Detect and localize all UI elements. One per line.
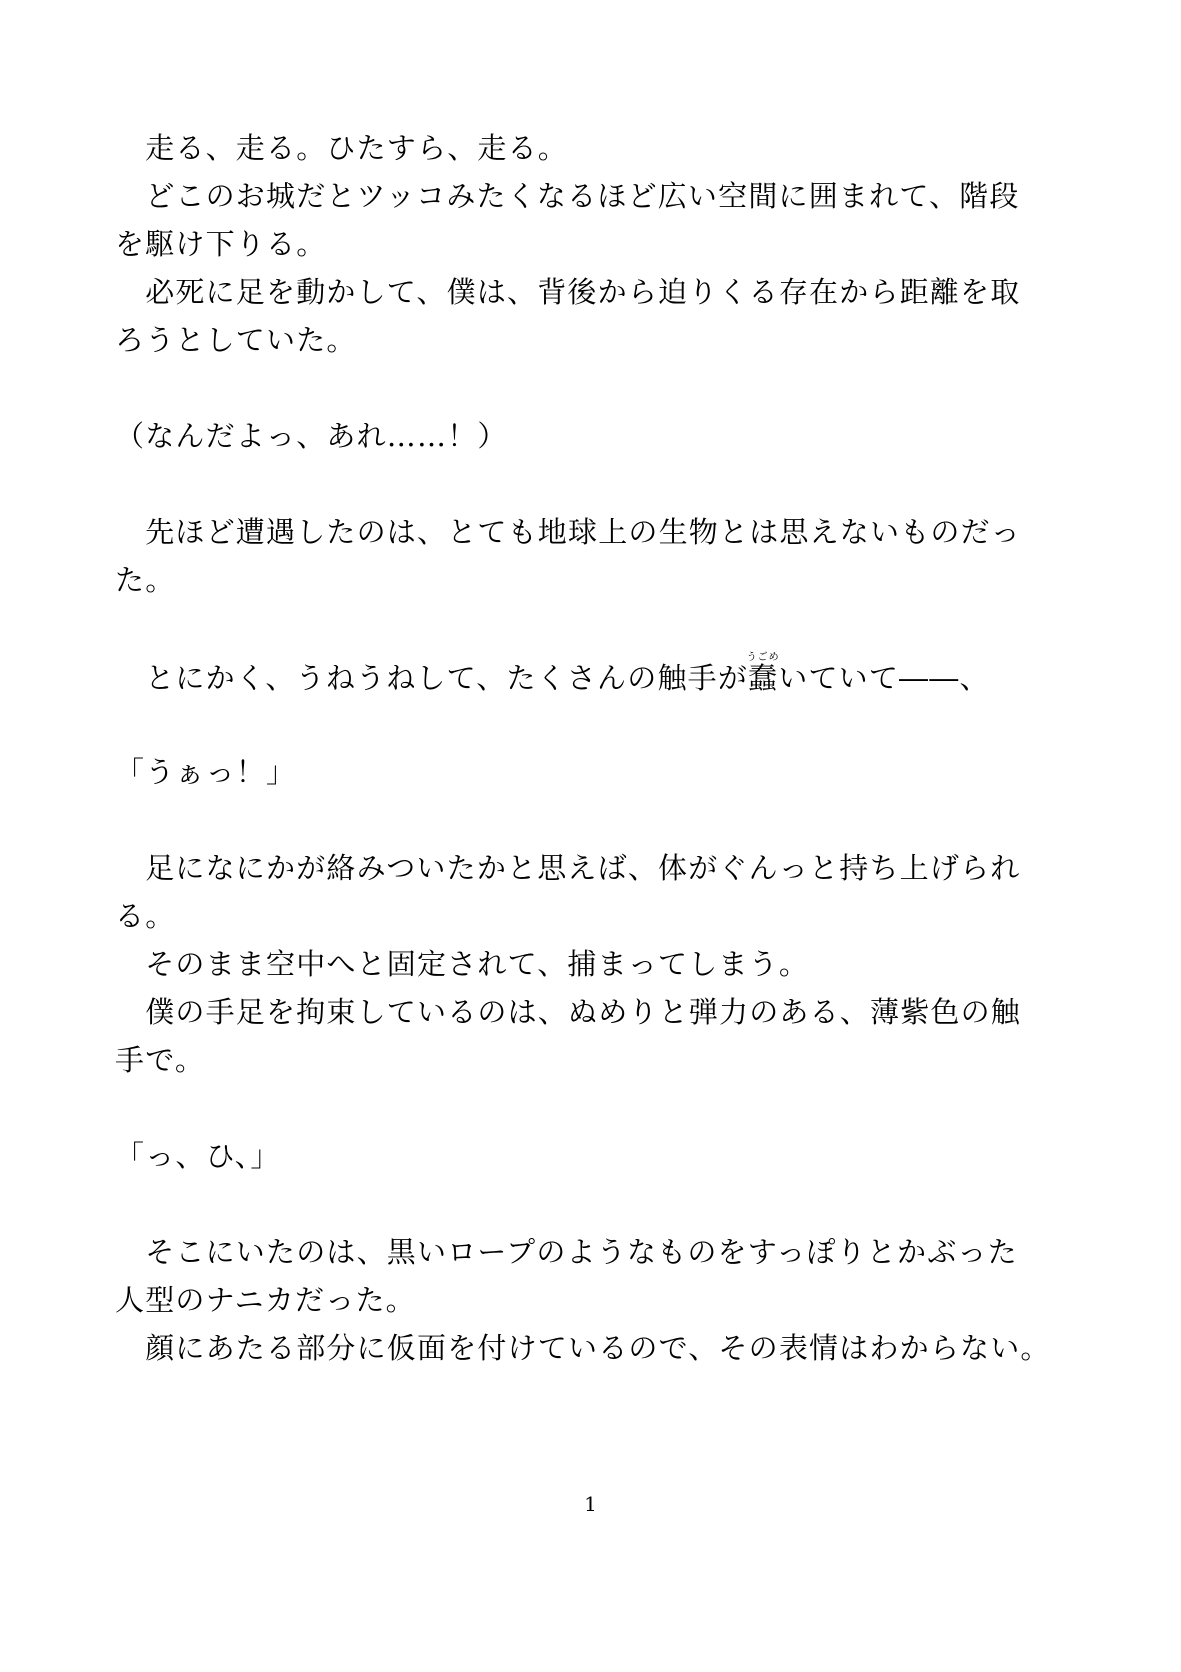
text-line: （なんだよっ、あれ……！）: [115, 419, 508, 453]
blank-line: [115, 700, 1075, 748]
text-line: 「うぁっ！」: [115, 755, 297, 789]
text-line: を駆け下りる。: [115, 227, 327, 261]
text-line: 必死に足を動かして、僕は、背後から迫りくる存在から距離を取: [115, 275, 1021, 309]
text-line: 手で。: [115, 1043, 206, 1077]
text-line: 先ほど遭遇したのは、とても地球上の生物とは思えないものだっ: [115, 515, 1022, 549]
text-line: 「っ、ひ、」: [115, 1139, 281, 1173]
text-line: そのまま空中へと固定されて、捕まってしまう。: [115, 947, 810, 981]
text-line: どこのお城だとツッコみたくなるほど広い空間に囲まれて、階段: [115, 179, 1020, 213]
text-line: 走る、走る。ひたすら、走る。: [115, 131, 569, 165]
ruby-word: [746, 652, 780, 695]
text-line: 人型のナニカだった。: [115, 1283, 416, 1317]
ruby-reading: うごめ: [746, 652, 780, 663]
text-line: た。: [115, 563, 176, 597]
ruby-line-before: とにかく、うねうねして、たくさんの触手が: [115, 661, 749, 695]
blank-line: [115, 1180, 1075, 1228]
ruby-line-after: いていて――、: [778, 661, 990, 695]
ruby-base: 蠢: [746, 661, 780, 695]
text-line: そこにいたのは、黒いロープのようなものをすっぽりとかぶった: [115, 1235, 1018, 1269]
ruby-text-line: [115, 652, 1075, 700]
text-line: ろうとしていた。: [115, 323, 357, 357]
blank-line: [115, 604, 1075, 652]
body-text: [115, 124, 1075, 1372]
blank-line: [115, 796, 1075, 844]
page-number: 1: [584, 1492, 597, 1516]
text-line: 足になにかが絡みついたかと思えば、体がぐんっと持ち上げられ: [115, 851, 1021, 885]
blank-line: [115, 364, 1075, 412]
text-line: る。: [115, 899, 176, 933]
blank-line: [115, 460, 1075, 508]
text-line: 顔にあたる部分に仮面を付けているので、その表情はわからない。: [115, 1331, 1051, 1365]
blank-line: [115, 1084, 1075, 1132]
text-line: 僕の手足を拘束しているのは、ぬめりと弾力のある、薄紫色の触: [115, 995, 1022, 1029]
